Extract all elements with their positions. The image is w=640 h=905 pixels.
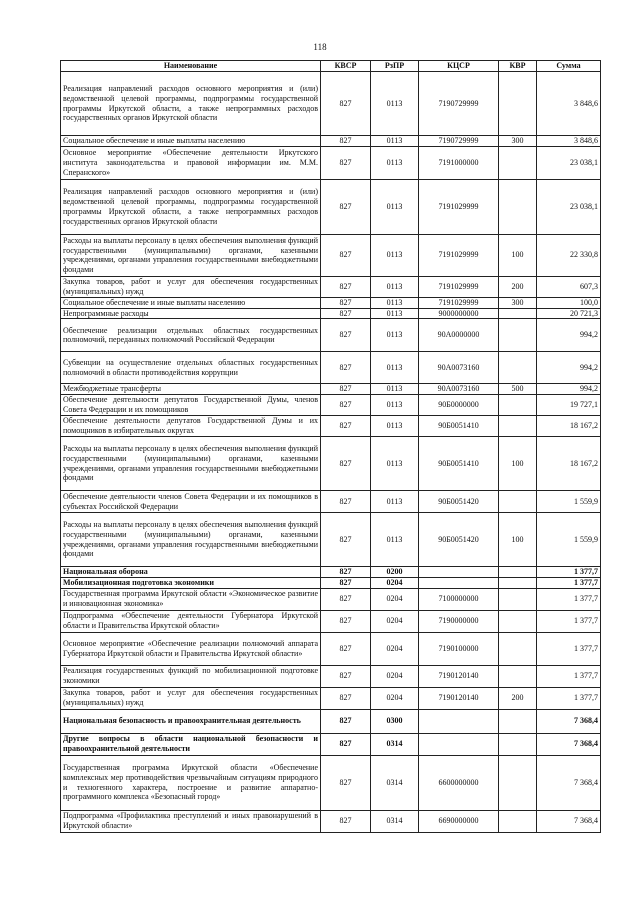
cell-kvsr: 827 [321,491,371,513]
cell-kvsr: 827 [321,308,371,319]
cell-sum: 18 167,2 [537,416,601,437]
cell-name: Мобилизационная подготовка экономики [61,577,321,588]
table-row [61,733,601,755]
cell-kvr [499,395,537,416]
cell-sum: 1 377,7 [537,577,601,588]
cell-name: Обеспечение реализации отдельных областных государственных полномочий, переданных полномочий Российской Федерации [61,319,321,352]
page-number: 118 [313,42,327,52]
table-row [61,632,601,665]
cell-rzpr: 0204 [371,610,419,632]
cell-rzpr: 0314 [371,733,419,755]
cell-sum: 1 377,7 [537,588,601,610]
cell-rzpr: 0204 [371,665,419,687]
cell-kvsr: 827 [321,297,371,308]
cell-kcsr: 90А0000000 [419,319,499,352]
cell-kcsr: 90Б0051410 [419,416,499,437]
cell-kvr [499,567,537,578]
header-rzpr: РзПР [371,61,419,72]
cell-sum: 607,3 [537,276,601,297]
table-row [61,665,601,687]
cell-kvr: 100 [499,437,537,491]
budget-table [60,60,601,833]
cell-sum: 22 330,8 [537,234,601,276]
cell-rzpr: 0113 [371,146,419,179]
cell-rzpr: 0113 [371,308,419,319]
cell-kvr: 200 [499,687,537,709]
cell-kcsr: 6690000000 [419,810,499,832]
cell-name: Социальное обеспечение и иные выплаты населению [61,297,321,308]
cell-kcsr: 7190100000 [419,632,499,665]
cell-kvsr: 827 [321,665,371,687]
cell-sum: 7 368,4 [537,709,601,733]
cell-rzpr: 0113 [371,234,419,276]
cell-rzpr: 0204 [371,577,419,588]
cell-kvsr: 827 [321,319,371,352]
cell-kcsr: 7190729999 [419,72,499,136]
cell-rzpr: 0204 [371,588,419,610]
cell-kvsr: 827 [321,513,371,567]
cell-kvsr: 827 [321,687,371,709]
cell-rzpr: 0200 [371,567,419,578]
table-row [61,352,601,384]
cell-kvsr: 827 [321,234,371,276]
table-row [61,416,601,437]
cell-kvsr: 827 [321,136,371,147]
cell-rzpr: 0113 [371,437,419,491]
cell-name: Реализация государственных функций по мобилизационной подготовке экономики [61,665,321,687]
cell-kvsr: 827 [321,437,371,491]
cell-name: Обеспечение деятельности депутатов Государственной Думы и их помощников в избирательных округах [61,416,321,437]
table-row [61,588,601,610]
cell-kvsr: 827 [321,276,371,297]
cell-sum: 1 559,9 [537,491,601,513]
cell-kcsr [419,709,499,733]
cell-rzpr: 0113 [371,416,419,437]
table-row [61,709,601,733]
cell-kvr [499,588,537,610]
cell-kcsr: 7190000000 [419,610,499,632]
cell-kcsr: 7190120140 [419,665,499,687]
table-row [61,395,601,416]
cell-kvr [499,146,537,179]
table-row [61,234,601,276]
header-kcsr: КЦСР [419,61,499,72]
cell-kvr: 100 [499,513,537,567]
cell-sum: 1 559,9 [537,513,601,567]
cell-name: Основное мероприятие «Обеспечение реализации полномочий аппарата Губернатора Иркутской области и Правительства Иркутской области» [61,632,321,665]
table-row [61,513,601,567]
cell-rzpr: 0113 [371,491,419,513]
cell-kvsr: 827 [321,567,371,578]
cell-kvr [499,179,537,234]
cell-sum: 994,2 [537,384,601,395]
header-name: Наименование [61,61,321,72]
cell-kvr [499,577,537,588]
cell-sum: 7 368,4 [537,733,601,755]
cell-kvr [499,755,537,810]
cell-name: Социальное обеспечение и иные выплаты населению [61,136,321,147]
cell-kcsr [419,577,499,588]
cell-kcsr: 7191000000 [419,146,499,179]
cell-rzpr: 0113 [371,179,419,234]
table-row [61,72,601,136]
cell-kcsr: 7191029999 [419,234,499,276]
table-header-row [61,61,601,72]
cell-name: Межбюджетные трансферты [61,384,321,395]
cell-kcsr: 90Б0051420 [419,491,499,513]
cell-kvsr: 827 [321,755,371,810]
cell-sum: 994,2 [537,352,601,384]
cell-kvsr: 827 [321,72,371,136]
cell-name: Реализация направлений расходов основного мероприятия и (или) ведомственной целевой программы, подпрограммы государственной программы Иркутской области, а также непрограммных расходов государственных органов Иркутской области [61,72,321,136]
cell-name: Подпрограмма «Профилактика преступлений и иных правонарушений в Иркутской области» [61,810,321,832]
cell-name: Национальная безопасность и правоохранительная деятельность [61,709,321,733]
cell-kvsr: 827 [321,810,371,832]
cell-rzpr: 0113 [371,276,419,297]
cell-kvr [499,810,537,832]
cell-sum: 7 368,4 [537,810,601,832]
cell-name: Непрограммные расходы [61,308,321,319]
cell-kvr: 200 [499,276,537,297]
cell-sum: 23 038,1 [537,146,601,179]
table-row [61,810,601,832]
cell-name: Расходы на выплаты персоналу в целях обеспечения выполнения функций государственными (муниципальными) органами, казенными учреждениями, органами управления государственными внебюджетными фондами [61,437,321,491]
cell-kcsr: 90А0073160 [419,384,499,395]
cell-kvr: 100 [499,234,537,276]
cell-kvr [499,610,537,632]
cell-name: Национальная оборона [61,567,321,578]
table-row [61,687,601,709]
cell-name: Закупка товаров, работ и услуг для обеспечения государственных (муниципальных) нужд [61,687,321,709]
cell-sum: 1 377,7 [537,567,601,578]
cell-kvsr: 827 [321,146,371,179]
cell-name: Обеспечение деятельности депутатов Государственной Думы, членов Совета Федерации и их помощников [61,395,321,416]
cell-rzpr: 0113 [371,513,419,567]
table-row [61,179,601,234]
cell-sum: 1 377,7 [537,687,601,709]
cell-kvr [499,665,537,687]
table-row [61,567,601,578]
cell-kvsr: 827 [321,395,371,416]
header-kvr: КВР [499,61,537,72]
cell-kcsr: 90Б0000000 [419,395,499,416]
cell-rzpr: 0113 [371,136,419,147]
table-row [61,136,601,147]
cell-kcsr: 7190729999 [419,136,499,147]
cell-rzpr: 0113 [371,352,419,384]
cell-sum: 19 727,1 [537,395,601,416]
cell-kvsr: 827 [321,733,371,755]
cell-kcsr: 7100000000 [419,588,499,610]
cell-name: Другие вопросы в области национальной безопасности и правоохранительной деятельности [61,733,321,755]
cell-sum: 1 377,7 [537,665,601,687]
cell-kvsr: 827 [321,384,371,395]
table-row [61,384,601,395]
cell-kvr [499,416,537,437]
cell-name: Субвенции на осуществление отдельных областных государственных полномочий в области противодействия коррупции [61,352,321,384]
cell-kvr [499,491,537,513]
cell-rzpr: 0314 [371,755,419,810]
cell-rzpr: 0113 [371,72,419,136]
header-kvsr: КВСР [321,61,371,72]
cell-sum: 20 721,3 [537,308,601,319]
cell-sum: 1 377,7 [537,610,601,632]
table-row [61,297,601,308]
cell-name: Обеспечение деятельности членов Совета Федерации и их помощников в субъектах Российской Федерации [61,491,321,513]
cell-name: Расходы на выплаты персоналу в целях обеспечения выполнения функций государственными (муниципальными) органами, казенными учреждениями, органами управления государственными внебюджетными фондами [61,234,321,276]
cell-name: Подпрограмма «Обеспечение деятельности Губернатора Иркутской области и Правительства Иркутской области» [61,610,321,632]
cell-kcsr [419,567,499,578]
table-row [61,610,601,632]
table-row [61,577,601,588]
table-row [61,146,601,179]
cell-kvr [499,72,537,136]
cell-kcsr: 9000000000 [419,308,499,319]
cell-kvsr: 827 [321,588,371,610]
cell-kcsr: 90Б0051410 [419,437,499,491]
cell-kvsr: 827 [321,416,371,437]
cell-rzpr: 0113 [371,319,419,352]
cell-rzpr: 0113 [371,384,419,395]
cell-kvr: 300 [499,136,537,147]
cell-sum: 23 038,1 [537,179,601,234]
cell-kvr [499,308,537,319]
cell-sum: 1 377,7 [537,632,601,665]
cell-rzpr: 0113 [371,395,419,416]
cell-kvr [499,319,537,352]
cell-kvr [499,733,537,755]
cell-kvsr: 827 [321,577,371,588]
table-row [61,308,601,319]
cell-kcsr: 7191029999 [419,276,499,297]
cell-rzpr: 0113 [371,297,419,308]
cell-rzpr: 0300 [371,709,419,733]
cell-sum: 100,0 [537,297,601,308]
cell-rzpr: 0204 [371,687,419,709]
cell-name: Основное мероприятие «Обеспечение деятельности Иркутского института законодательства и правовой информации им. М.М. Сперанского» [61,146,321,179]
cell-sum: 994,2 [537,319,601,352]
cell-kvr [499,709,537,733]
cell-name: Расходы на выплаты персоналу в целях обеспечения выполнения функций государственными (муниципальными) органами, казенными учреждениями, органами управления государственными внебюджетными фондами [61,513,321,567]
cell-kcsr: 7191029999 [419,179,499,234]
cell-sum: 18 167,2 [537,437,601,491]
cell-kvr: 300 [499,297,537,308]
table-body [61,72,601,833]
cell-kcsr [419,733,499,755]
cell-kcsr: 7190120140 [419,687,499,709]
cell-kcsr: 6600000000 [419,755,499,810]
cell-kvsr: 827 [321,709,371,733]
table-row [61,437,601,491]
cell-kvr [499,632,537,665]
cell-kcsr: 90Б0051420 [419,513,499,567]
cell-name: Государственная программа Иркутской области «Обеспечение комплексных мер противодействия чрезвычайным ситуациям природного и техногенного характера, построение и развитие аппаратно-программного комплекса «Безопасный город» [61,755,321,810]
cell-name: Закупка товаров, работ и услуг для обеспечения государственных (муниципальных) нужд [61,276,321,297]
cell-kvsr: 827 [321,179,371,234]
header-sum: Сумма [537,61,601,72]
table-row [61,276,601,297]
cell-kvsr: 827 [321,352,371,384]
cell-rzpr: 0314 [371,810,419,832]
cell-name: Реализация направлений расходов основного мероприятия и (или) ведомственной целевой программы, подпрограммы государственной программы Иркутской области, а также непрограммных расходов государственных органов Иркутской области [61,179,321,234]
cell-kcsr: 90А0073160 [419,352,499,384]
cell-name: Государственная программа Иркутской области «Экономическое развитие и инновационная экономика» [61,588,321,610]
cell-kcsr: 7191029999 [419,297,499,308]
cell-kvr: 500 [499,384,537,395]
cell-kvsr: 827 [321,632,371,665]
table-row [61,755,601,810]
cell-sum: 3 848,6 [537,72,601,136]
cell-sum: 3 848,6 [537,136,601,147]
cell-sum: 7 368,4 [537,755,601,810]
table-row [61,319,601,352]
cell-rzpr: 0204 [371,632,419,665]
table-row [61,491,601,513]
cell-kvsr: 827 [321,610,371,632]
cell-kvr [499,352,537,384]
